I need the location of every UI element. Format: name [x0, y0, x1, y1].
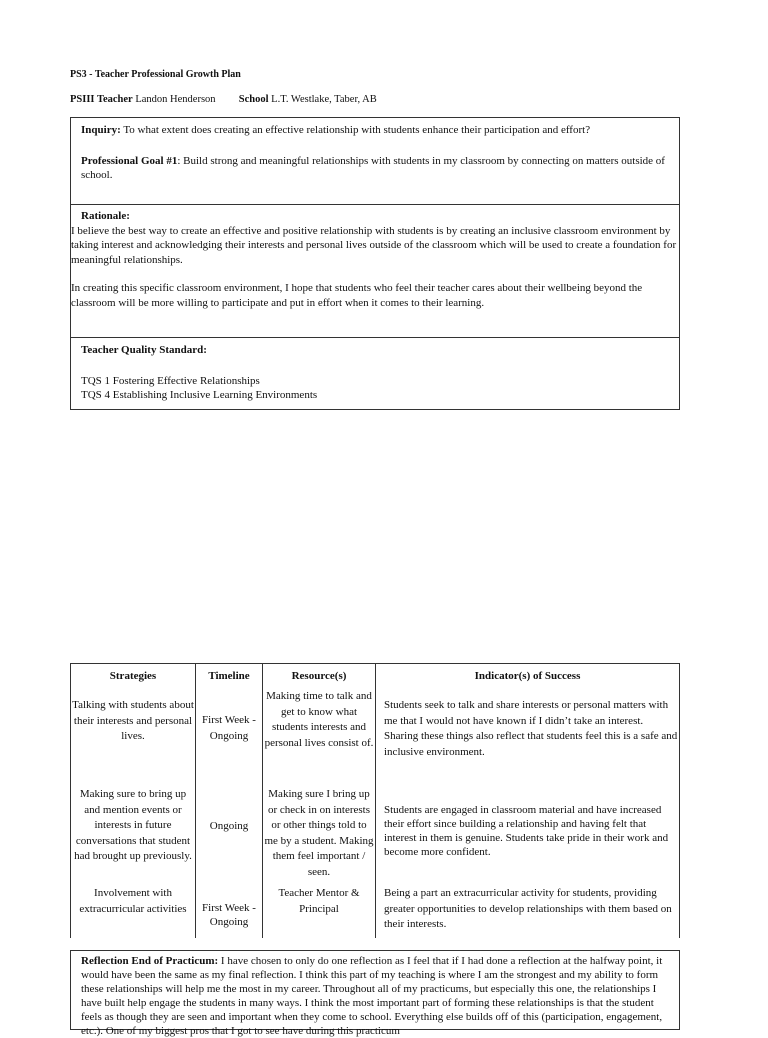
- resources-cell: [263, 689, 376, 781]
- table-header-row: [71, 664, 680, 690]
- timeline-cell: [196, 885, 263, 938]
- timeline-cell: [196, 781, 263, 885]
- strategy-text: Talking with students about their interests and personal lives.: [72, 699, 194, 742]
- rationale-paragraph-1: I believe the best way to create an effective and positive relationship with students is by creating an inclusive classroom environment by taking interest and acknowledging their interests and personal lives outside of the classroom which will be used to create a foundation for meaningful relationships.: [71, 224, 677, 266]
- inquiry-label: Inquiry:: [81, 124, 121, 136]
- table-row: [71, 781, 680, 885]
- inquiry-section: [71, 118, 679, 205]
- document-title: PS3 - Teacher Professional Growth Plan: [70, 69, 241, 80]
- document-meta: [70, 94, 377, 105]
- tqs-1: TQS 1 Fostering Effective Relationships: [81, 374, 260, 387]
- strategy-cell: [71, 885, 196, 938]
- indicator-cell: [376, 885, 680, 938]
- resources-text: Teacher Mentor & Principal: [278, 887, 360, 915]
- strategy-text: Involvement with extracurricular activities: [79, 887, 187, 915]
- reflection-text: I have chosen to only do one reflection as I feel that if I had done a reflection at the halfway point, it would have been the same as my final reflection. I think this part of my teaching is where I am the strongest and my ability to form these relationships will help me the most in my career. Throughout all of my practicums, but especially this one, the relationships I have built help engage the students in many ways. I think the most important part of forming these relationships is that the student feels as though they are seen and important when they come to school. Everything else builds off of this (participation, engagement, etc.). One of my biggest pros that I got to see have during this practicum: [81, 955, 663, 1037]
- reflection-box: [70, 950, 680, 1037]
- inquiry-text: To what extent does creating an effective relationship with students enhance their participation and effort?: [123, 124, 591, 136]
- strategies-table: [70, 663, 680, 938]
- reflection-label: Reflection End of Practicum:: [81, 955, 219, 967]
- indicator-text: Students are engaged in classroom material and have increased their effort since building a relationship and having felt that interest in them is genuine. Students take pride in their work and become more confident.: [384, 804, 669, 858]
- resources-text: Making time to talk and get to know what students interests and personal lives consist of.: [264, 690, 374, 749]
- school-name: L.T. Westlake, Taber, AB: [271, 94, 377, 105]
- teacher-name: Landon Henderson: [135, 94, 216, 105]
- tqs-4: TQS 4 Establishing Inclusive Learning Environments: [81, 389, 318, 401]
- goal-paragraph: [81, 154, 669, 183]
- indicator-text: Being a part an extracurricular activity for students, providing greater opportunities to develop relationships with them based on their interests.: [384, 887, 672, 930]
- indicator-cell: [376, 689, 680, 781]
- inquiry-paragraph: [81, 123, 669, 138]
- school-label: School: [238, 94, 269, 105]
- plan-box: [70, 117, 680, 410]
- strategy-cell: [71, 689, 196, 781]
- teacher-label: PSIII Teacher: [70, 94, 133, 105]
- rationale-paragraph-2: In creating this specific classroom environment, I hope that students who feel their teacher cares about their wellbeing beyond the classroom will be more willing to participate and put in effort when it comes to their learning.: [71, 282, 643, 309]
- rationale-section: [71, 205, 679, 338]
- tqs-label: Teacher Quality Standard:: [81, 344, 207, 356]
- header-timeline: Timeline: [196, 664, 263, 690]
- timeline-cell: [196, 689, 263, 781]
- header-resources: Resource(s): [263, 664, 376, 690]
- rationale-label: Rationale:: [81, 210, 130, 222]
- resources-text: Making sure I bring up or check in on interests or other things told to me by a student. Making them feel important / seen.: [264, 788, 374, 878]
- goal-text: : Build strong and meaningful relationships with students in my classroom by connecting on matters outside of school.: [81, 154, 665, 181]
- timeline-text: First Week - Ongoing: [202, 902, 256, 928]
- resources-cell: [263, 781, 376, 885]
- table-row: [71, 885, 680, 938]
- tqs-section: [71, 338, 679, 409]
- resources-cell: [263, 885, 376, 938]
- table-row: [71, 689, 680, 781]
- strategy-text: Making sure to bring up and mention events or interests in future conversations that student had brought up previously.: [74, 788, 192, 862]
- strategy-cell: [71, 781, 196, 885]
- timeline-text: Ongoing: [209, 820, 249, 832]
- goal-label: Professional Goal #1: [81, 154, 178, 167]
- header-strategies: Strategies: [71, 664, 196, 690]
- header-indicators: Indicator(s) of Success: [376, 664, 680, 690]
- indicator-text: Students seek to talk and share interests or personal matters with me that I would not have known if I didn’t take an interest. Sharing these things also reflect that students feel this is a safe and inclusive environment.: [384, 699, 678, 758]
- indicator-cell: [376, 781, 680, 885]
- timeline-text: First Week - Ongoing: [202, 714, 256, 742]
